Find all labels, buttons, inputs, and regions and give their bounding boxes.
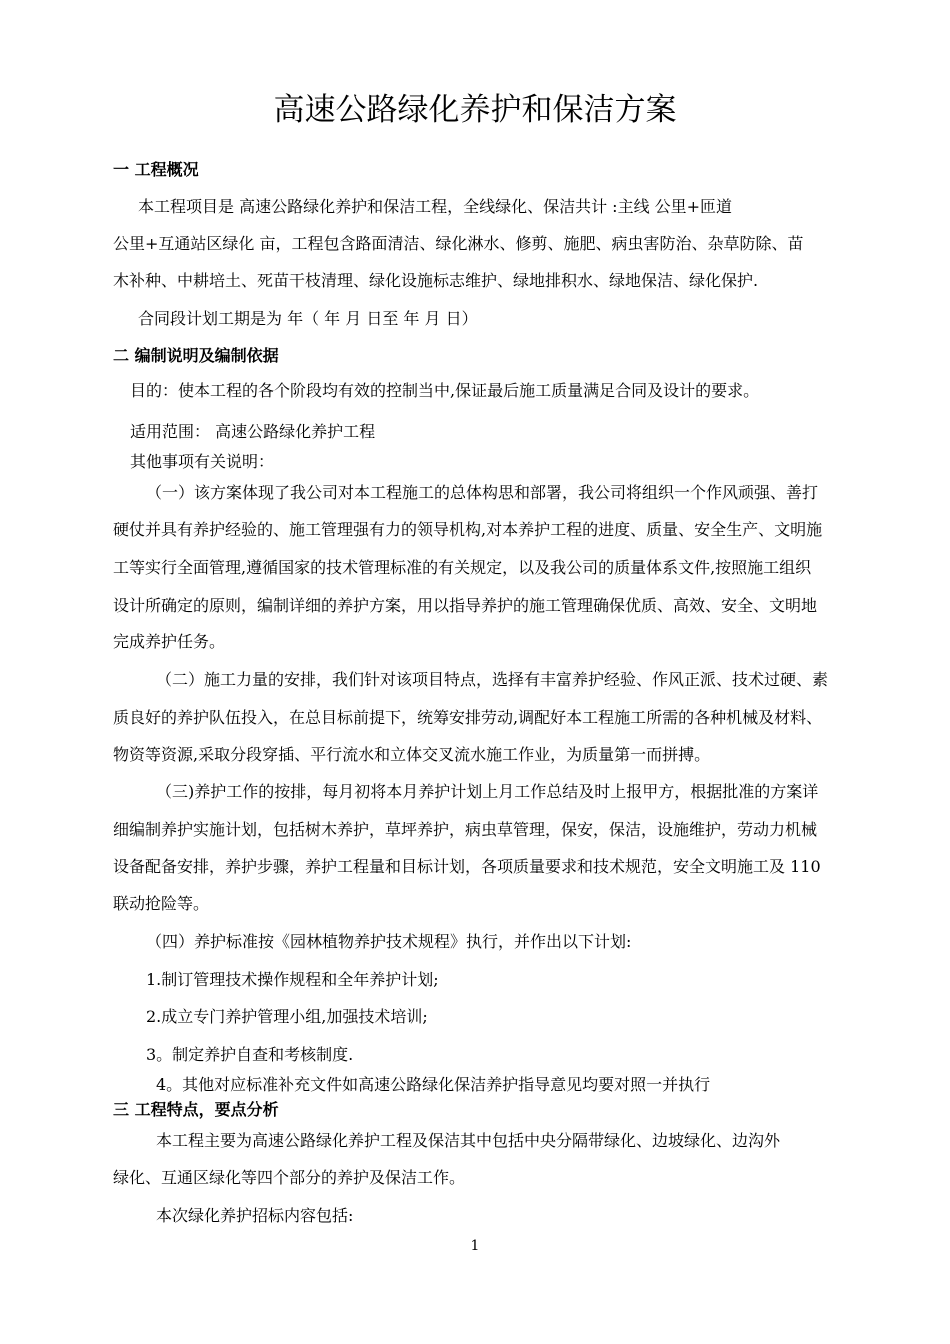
paragraph-line: 完成养护任务。 xyxy=(113,632,226,651)
paragraph-line: 绿化、互通区绿化等四个部分的养护及保洁工作。 xyxy=(113,1168,466,1187)
section-heading-3: 三 工程特点，要点分析 xyxy=(113,1100,279,1119)
list-item: 4。其他对应标准补充文件如高速公路绿化保洁养护指导意见均要对照一并执行 xyxy=(156,1075,711,1094)
paragraph-line: 硬仗并具有养护经验的、施工管理强有力的领导机构,对本养护工程的进度、质量、安全生产、文明施 xyxy=(113,520,823,539)
paragraph-line: 设备配备安排，养护步骤，养护工程量和目标计划，各项质量要求和技术规范，安全文明施工及 110 xyxy=(113,857,821,876)
paragraph-line: 物资等资源,采取分段穿插、平行流水和立体交叉流水施工作业，为质量第一而拼搏。 xyxy=(113,745,711,764)
paragraph-line: 公里+互通站区绿化 亩，工程包含路面清洁、绿化淋水、修剪、施肥、病虫害防治、杂草防除、苗 xyxy=(113,234,804,253)
list-item: 3。制定养护自查和考核制度. xyxy=(146,1045,354,1064)
paragraph-line: 适用范围： 高速公路绿化养护工程 xyxy=(130,422,376,441)
paragraph-line: 质良好的养护队伍投入，在总目标前提下，统筹安排劳动,调配好本工程施工所需的各种机械及材料、 xyxy=(113,708,823,727)
paragraph-line: 目的：使本工程的各个阶段均有效的控制当中,保证最后施工质量满足合同及设计的要求。 xyxy=(130,381,760,400)
paragraph-line: 本工程主要为高速公路绿化养护工程及保洁其中包括中央分隔带绿化、边坡绿化、边沟外 xyxy=(156,1131,781,1150)
paragraph-line: （四）养护标准按《园林植物养护技术规程》执行，并作出以下计划: xyxy=(146,932,632,951)
list-item: 1.制订管理技术操作规程和全年养护计划; xyxy=(146,970,439,989)
paragraph-line: 木补种、中耕培土、死苗干枝清理、绿化设施标志维护、绿地排积水、绿地保洁、绿化保护. xyxy=(113,271,759,290)
paragraph-line: 本次绿化养护招标内容包括: xyxy=(156,1206,354,1225)
paragraph-line: （一）该方案体现了我公司对本工程施工的总体构思和部署，我公司将组织一个作风顽强、善打 xyxy=(146,483,819,502)
paragraph-line: 本工程项目是 高速公路绿化养护和保洁工程，全线绿化、保洁共计 :主线 公里+匝道 xyxy=(138,197,733,216)
document-title: 高速公路绿化养护和保洁方案 xyxy=(273,92,677,128)
list-item: 2.成立专门养护管理小组,加强技术培训; xyxy=(146,1007,428,1026)
paragraph-line: 细编制养护实施计划，包括树木养护，草坪养护，病虫草管理，保安，保洁，设施维护，劳动力机械 xyxy=(113,820,818,839)
paragraph-line: （二）施工力量的安排，我们针对该项目特点，选择有丰富养护经验、作风正派、技术过硬、素 xyxy=(156,670,829,689)
section-heading-1: 一 工程概况 xyxy=(113,160,199,179)
section-heading-2: 二 编制说明及编制依据 xyxy=(113,346,279,365)
paragraph-line: 设计所确定的原则，编制详细的养护方案，用以指导养护的施工管理确保优质、高效、安全、文明地 xyxy=(113,596,818,615)
paragraph-line: 联动抢险等。 xyxy=(113,894,210,913)
paragraph-line: 其他事项有关说明： xyxy=(130,452,275,471)
paragraph-line: 工等实行全面管理,遵循国家的技术管理标准的有关规定，以及我公司的质量体系文件,按照施工组织 xyxy=(113,558,812,577)
paragraph-line: （三)养护工作的按排，每月初将本月养护计划上月工作总结及时上报甲方，根据批准的方案详 xyxy=(156,782,819,801)
paragraph-line: 合同段计划工期是为 年（ 年 月 日至 年 月 日） xyxy=(138,309,478,328)
page-number: 1 xyxy=(470,1238,480,1254)
